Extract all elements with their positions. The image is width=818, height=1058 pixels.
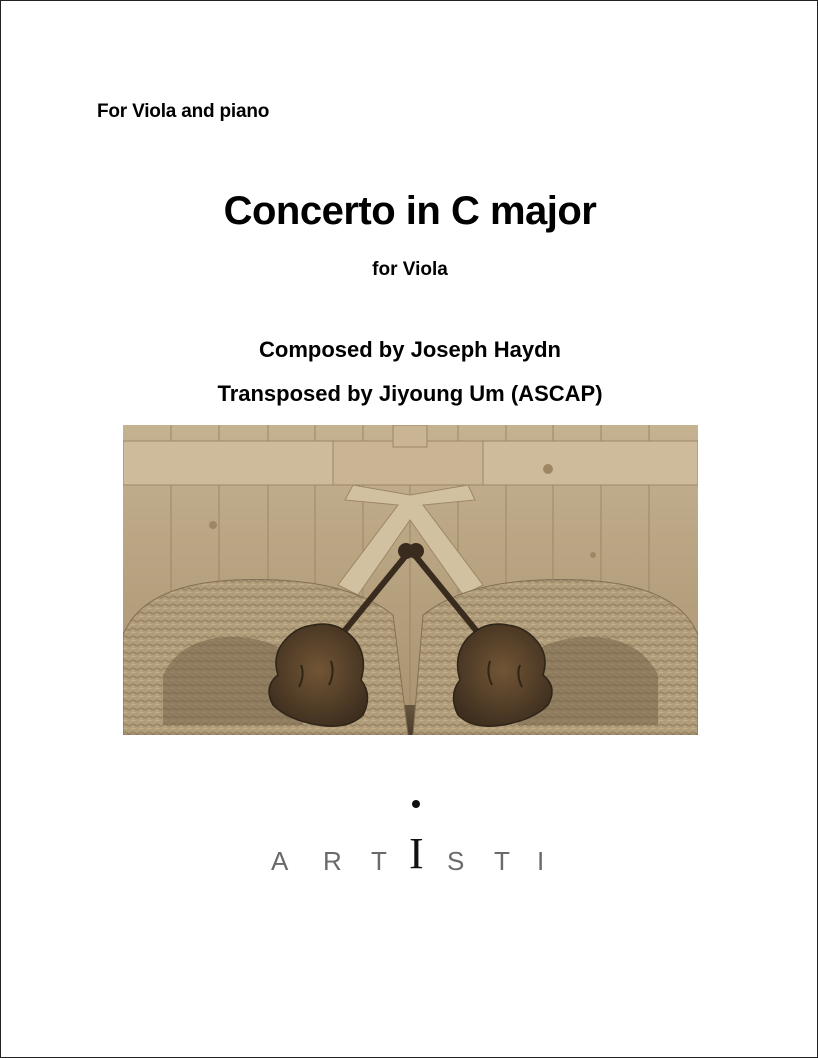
- logo-letter: R: [323, 846, 342, 876]
- cover-photo: [123, 425, 698, 735]
- logo-letter: S: [447, 846, 465, 876]
- piece-title: Concerto in C major: [223, 189, 597, 233]
- composer-credit: Composed by Joseph Haydn: [259, 337, 561, 362]
- logo-dot-icon: [409, 797, 423, 811]
- logo-wordmark: [1, 829, 818, 878]
- logo-letter: T: [371, 846, 387, 876]
- logo-letter: T: [494, 846, 510, 876]
- arranger-credit: Transposed by Jiyoung Um (ASCAP): [217, 381, 603, 406]
- logo-letter: I: [537, 846, 545, 876]
- edition-label: For Viola and piano: [97, 101, 270, 122]
- piece-subtitle: for Viola: [372, 259, 448, 280]
- logo-letter: A: [271, 846, 289, 876]
- logo-letter-accent: I: [409, 829, 424, 878]
